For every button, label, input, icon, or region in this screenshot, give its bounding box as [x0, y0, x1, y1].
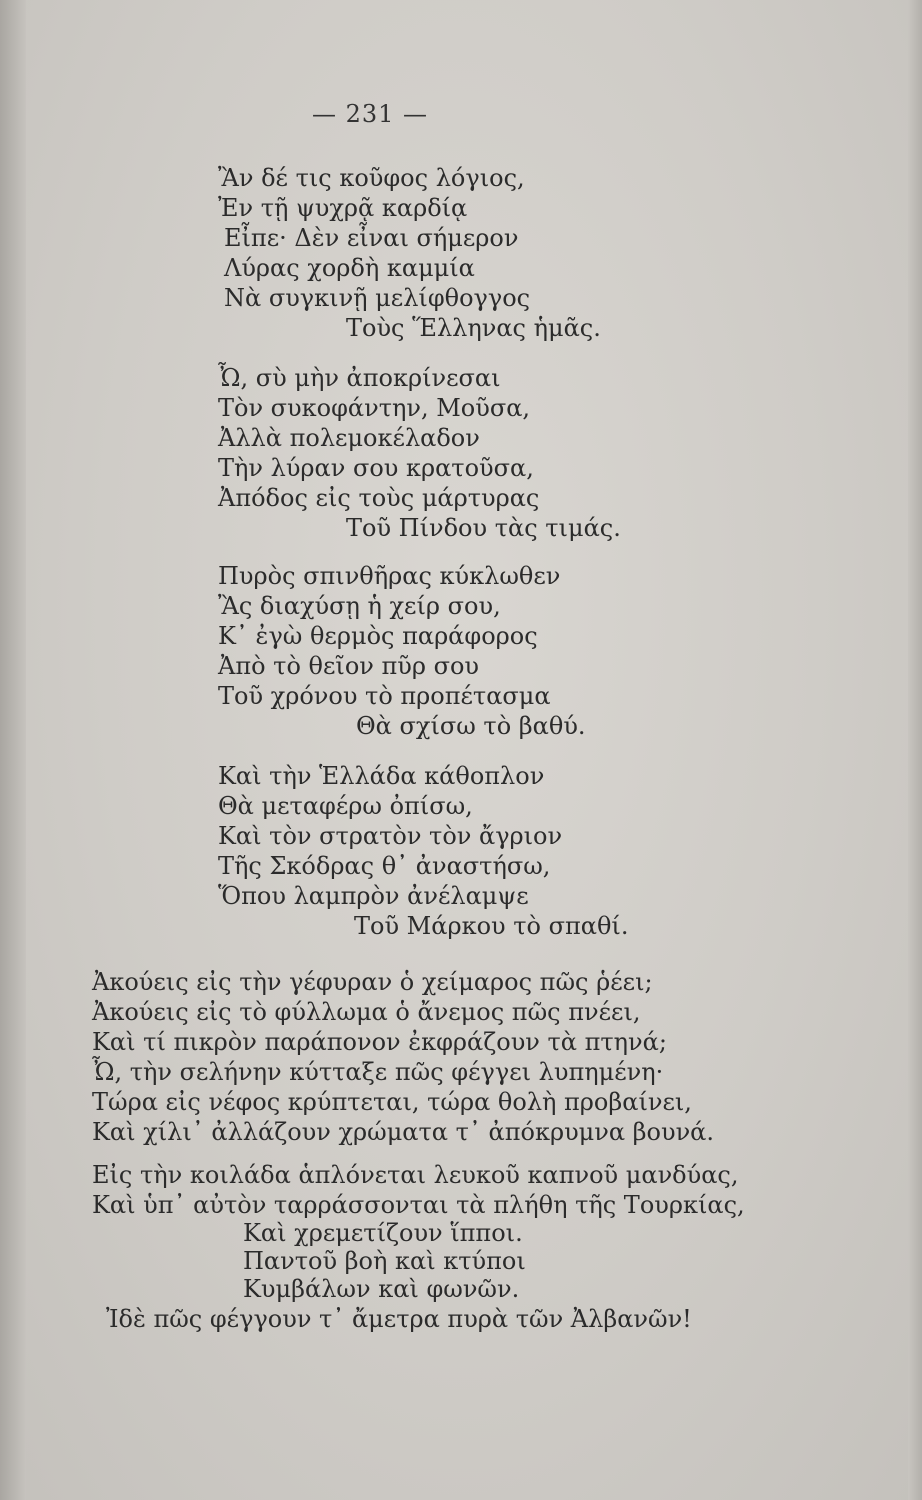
verse-line: Τὸν συκοφάντην, Μοῦσα,	[218, 394, 531, 422]
verse-line: Ἀλλὰ πολεμοκέλαδον	[218, 424, 480, 452]
page-number: — 231 —	[311, 100, 429, 128]
verse-line: Καὶ τὴν Ἑλλάδα κάθοπλον	[218, 762, 545, 790]
verse-line: Θὰ σχίσω τὸ βαθύ.	[356, 712, 586, 740]
verse-line: Καὶ χίλι᾽ ἀλλάζουν χρώματα τ᾽ ἀπόκρυμνα βουνά.	[92, 1118, 715, 1146]
verse-line: Ὅπου λαμπρὸν ἀνέλαμψε	[218, 882, 529, 910]
verse-line: Κυμβάλων καὶ φωνῶν.	[243, 1275, 520, 1303]
verse-line: Νὰ συγκινῇ μελίφθογγος	[224, 284, 531, 312]
verse-line: Καὶ τὸν στρατὸν τὸν ἄγριον	[218, 822, 563, 850]
verse-line: Πυρὸς σπινθῆρας κύκλωθεν	[218, 562, 561, 590]
verse-line: Ἰδὲ πῶς φέγγουν τ᾽ ἄμετρα πυρὰ τῶν Ἀλβανῶν!	[106, 1305, 692, 1333]
verse-line: Ἀπὸ τὸ θεῖον πῦρ σου	[218, 652, 480, 680]
verse-line: Καὶ ὑπ᾽ αὐτὸν ταρράσσονται τὰ πλήθη τῆς Τουρκίας,	[92, 1191, 745, 1219]
verse-line: Εἰς τὴν κοιλάδα ἁπλόνεται λευκοῦ καπνοῦ μανδύας,	[92, 1161, 739, 1189]
verse-line: Τοῦ χρόνου τὸ προπέτασμα	[218, 682, 551, 710]
verse-line: Καὶ χρεμετίζουν ἵπποι.	[243, 1219, 523, 1247]
verse-line: Ἀκούεις εἰς τὸ φύλλωμα ὁ ἄνεμος πῶς πνέει,	[92, 998, 641, 1026]
verse-line: Εἶπε· Δὲν εἶναι σήμερον	[224, 224, 519, 252]
verse-line: Κ᾽ ἐγὼ θερμὸς παράφορος	[218, 622, 538, 650]
verse-line: Ἂς διαχύσῃ ἡ χείρ σου,	[218, 592, 501, 620]
verse-line: Καὶ τί πικρὸν παράπονον ἐκφράζουν τὰ πτηνά;	[92, 1028, 667, 1056]
verse-line: Τὴν λύραν σου κρατοῦσα,	[218, 454, 534, 482]
verse-line: Ἐν τῇ ψυχρᾷ καρδίᾳ	[218, 194, 468, 222]
verse-line: Ἂν δέ τις κοῦφος λόγιος,	[218, 164, 525, 192]
verse-line: Τοῦ Μάρκου τὸ σπαθί.	[354, 912, 629, 940]
verse-line: Τοῦ Πίνδου τὰς τιμάς.	[346, 514, 621, 542]
verse-line: Ἀπόδος εἰς τοὺς μάρτυρας	[218, 484, 540, 512]
verse-line: Τῆς Σκόδρας θ᾽ ἀναστήσω,	[218, 852, 551, 880]
page-gutter	[0, 0, 26, 1500]
page-edge	[908, 0, 922, 1500]
verse-line: Ὦ, σὺ μὴν ἀποκρίνεσαι	[218, 364, 501, 392]
verse-line: Παντοῦ βοὴ καὶ κτύποι	[243, 1247, 526, 1275]
verse-line: Λύρας χορδὴ καμμία	[224, 254, 475, 282]
verse-line: Τώρα εἰς νέφος κρύπτεται, τώρα θολὴ προβαίνει,	[92, 1088, 692, 1116]
verse-line: Τοὺς Ἕλληνας ἡμᾶς.	[346, 314, 601, 342]
verse-line: Ἀκούεις εἰς τὴν γέφυραν ὁ χείμαρος πῶς ῥέει;	[92, 968, 653, 996]
verse-line: Ὦ, τὴν σελήνην κύτταξε πῶς φέγγει λυπημένη·	[92, 1058, 664, 1086]
verse-line: Θὰ μεταφέρω ὀπίσω,	[218, 792, 473, 820]
